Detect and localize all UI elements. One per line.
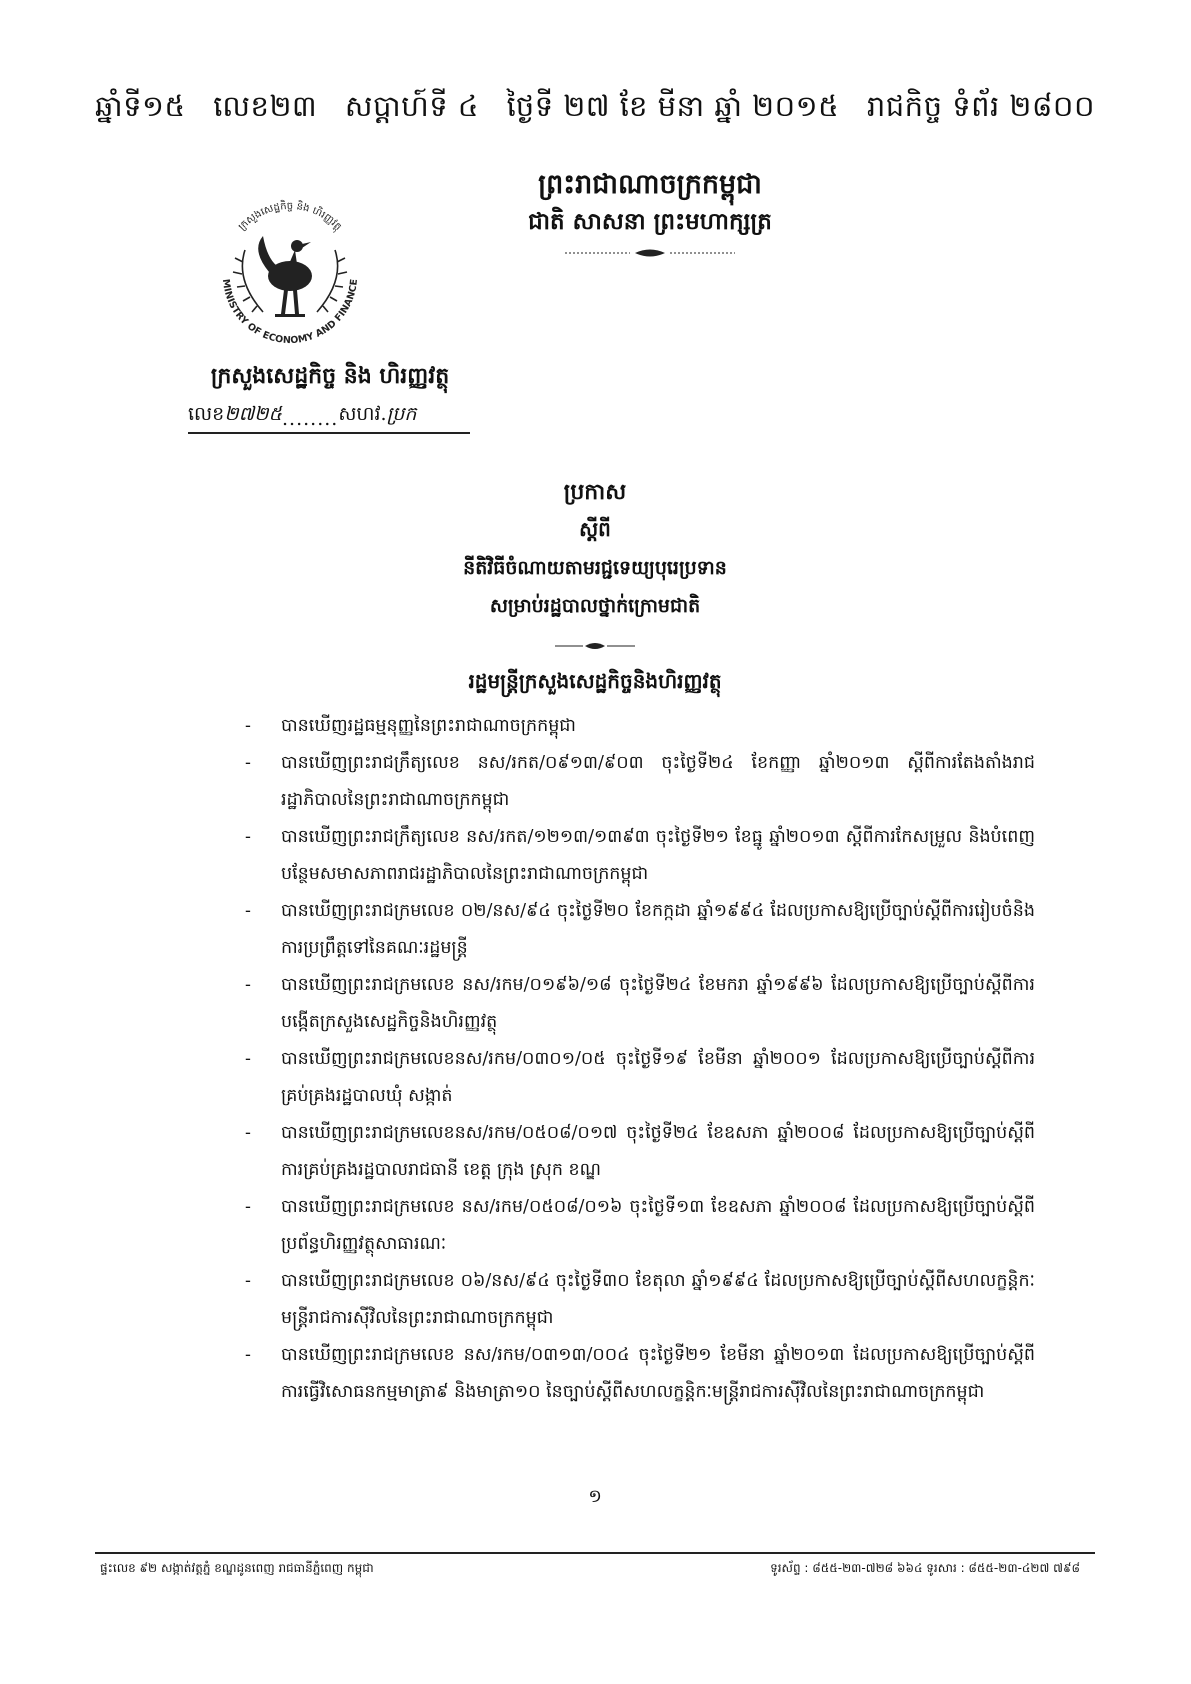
recital-item	[245, 1041, 1035, 1115]
recital-dash: -	[245, 975, 251, 995]
recital-text: បានឃើញព្រះរាជក្រមលេខ ០២/នស/៩៤ ចុះថ្ងៃទី២០ ខែកក្កដា ឆ្នាំ១៩៩៤ ដែលប្រកាសឱ្យប្រើច្បាប់ស្តីពីការរៀបចំនិងការប្រព្រឹត្តទៅនៃគណៈរដ្ឋមន្ត្រី	[281, 901, 1035, 958]
recital-dash: -	[245, 1049, 251, 1069]
emblem-ring-english: MINISTRY OF ECONOMY AND FINANCE	[219, 278, 360, 347]
recital-text: បានឃើញព្រះរាជក្រមលេខ នស/រកម/០៥០៨/០១៦ ចុះថ្ងៃទី១៣ ខែឧសភា ឆ្នាំ២០០៨ ដែលប្រកាសឱ្យប្រើច្បាប់ស្តីពីប្រព័ន្ធហិរញ្ញវត្ថុសាធារណៈ	[281, 1197, 1035, 1254]
ref-prefix: លេខ	[188, 403, 225, 425]
recitals-list	[245, 708, 1035, 1411]
recital-dash: -	[245, 716, 251, 736]
recital-text: បានឃើញព្រះរាជក្រឹត្យលេខ នស/រកត/០៩១៣/៩០៣ ចុះថ្ងៃទី២៤ ខែកញ្ញា ឆ្នាំ២០១៣ ស្តីពីការតែងតាំងរាជរដ្ឋាភិបាលនៃព្រះរាជាណាចក្រកម្ពុជា	[281, 753, 1035, 810]
recital-item	[245, 1337, 1035, 1411]
svg-text:ក្រសួងសេដ្ឋកិច្ច និង ហិរញ្ញវត្	[237, 199, 344, 234]
recital-dash: -	[245, 1271, 251, 1291]
recital-item	[245, 1115, 1035, 1189]
kingdom-name: ព្រះរាជាណាចក្រកម្ពុជា	[538, 169, 762, 200]
recital-dash: -	[245, 1123, 251, 1143]
recital-text: បានឃើញរដ្ឋធម្មនុញ្ញនៃព្រះរាជាណាចក្រកម្ពុជា	[281, 716, 576, 736]
reference-underline	[188, 432, 470, 434]
recital-text: បានឃើញព្រះរាជក្រមលេខនស/រកម/០៣០១/០៥ ចុះថ្ងៃទី១៩ ខែមីនា ឆ្នាំ២០០១ ដែលប្រកាសឱ្យប្រើច្បាប់ស្តីពីការគ្រប់គ្រងរដ្ឋបាលឃុំ សង្កាត់	[281, 1049, 1035, 1106]
gazette-page: រាជកិច្ច ទំព័រ ២៨០០	[866, 89, 1095, 123]
ministry-emblem-icon	[205, 180, 375, 360]
issuing-authority: រដ្ឋមន្ត្រីក្រសួងសេដ្ឋកិច្ចនិងហិរញ្ញវត្ថុ	[468, 669, 722, 693]
gazette-issue: លេខ២៣	[213, 89, 318, 123]
recital-text: បានឃើញព្រះរាជក្រឹត្យលេខ នស/រកត/១២១៣/១៣៩៣ ចុះថ្ងៃទី២១ ខែធ្នូ ឆ្នាំ២០១៣ ស្តីពីការកែសម្រួល និងបំពេញបន្ថែមសមាសភាពរាជរដ្ឋាភិបាលនៃព្រះរាជាណាចក្រកម្ពុជា	[281, 827, 1035, 884]
footer-address: ផ្ទះលេខ ៩២ សង្កាត់វត្តភ្នំ ខណ្ឌដូនពេញ រាជធានីភ្នំពេញ កម្ពុជា	[100, 1561, 374, 1575]
recital-item	[245, 1263, 1035, 1337]
recital-dash: -	[245, 1345, 251, 1365]
title-ornament-icon	[555, 640, 635, 652]
gazette-week: សប្តាហ៍ទី ៤	[344, 89, 479, 123]
recital-item	[245, 893, 1035, 967]
recital-item	[245, 745, 1035, 819]
footer-phone: ទូរស័ព្ទ : ៨៥៥-២៣-៧២៨ ៦៦៤ ទូរសារ : ៨៥៥-២៣-៤២៧ ៧៩៨	[770, 1561, 1080, 1575]
ref-suffix: សហវ.	[338, 403, 387, 425]
recital-text: បានឃើញព្រះរាជក្រមលេខនស/រកម/០៥០៨/០១៧ ចុះថ្ងៃទី២៤ ខែឧសភា ឆ្នាំ២០០៨ ដែលប្រកាសឱ្យប្រើច្បាប់ស្តីពីការគ្រប់គ្រងរដ្ឋបាលរាជធានី ខេត្ត ក្រុង ស្រុក ខណ្ឌ	[281, 1123, 1035, 1180]
ref-dots: ........	[282, 408, 339, 430]
ref-number: ២៧២៥	[224, 403, 282, 425]
recital-item	[245, 819, 1035, 893]
ref-code: ប្រក	[386, 403, 417, 425]
national-motto: ជាតិ សាសនា ព្រះមហាក្សត្រ	[528, 208, 772, 235]
recital-dash: -	[245, 753, 251, 773]
document-subject-line-1: នីតិវិធីចំណាយតាមរជ្ជទេយ្យបុរេប្រទាន	[463, 557, 727, 579]
recital-dash: -	[245, 827, 251, 847]
recital-text: បានឃើញព្រះរាជក្រមលេខ នស/រកម/០៣១៣/០០៤ ចុះថ្ងៃទី២១ ខែមីនា ឆ្នាំ២០១៣ ដែលប្រកាសឱ្យប្រើច្បាប់ស្តីពីការធ្វើវិសោធនកម្មមាត្រា៩ និងមាត្រា១០ នៃច្បាប់ស្តីពីសហលក្ខន្តិកៈមន្ត្រីរាជការស៊ីវិលនៃព្រះរាជាណាចក្រកម្ពុជា	[281, 1345, 1035, 1402]
emblem-ring-khmer: ក្រសួងសេដ្ឋកិច្ច និង ហិរញ្ញវត្ថុ	[236, 200, 344, 233]
recital-text: បានឃើញព្រះរាជក្រមលេខ ០៦/នស/៩៤ ចុះថ្ងៃទី៣០ ខែតុលា ឆ្នាំ១៩៩៤ ដែលប្រកាសឱ្យប្រើច្បាប់ស្តីពីសហលក្ខន្តិកៈមន្ត្រីរាជការស៊ីវិលនៃព្រះរាជាណាចក្រកម្ពុជា	[281, 1271, 1035, 1328]
recital-item	[245, 708, 1035, 745]
gazette-date: ថ្ងៃទី ២៧ ខែ មីនា ឆ្នាំ ២០១៥	[506, 89, 840, 123]
recital-dash: -	[245, 901, 251, 921]
reference-number-line	[188, 400, 468, 430]
recital-item	[245, 967, 1035, 1041]
gazette-year: ឆ្នាំទី១៥	[95, 89, 186, 123]
recital-item	[245, 1189, 1035, 1263]
recital-text: បានឃើញព្រះរាជក្រមលេខ នស/រកម/០១៩៦/១៨ ចុះថ្ងៃទី២៤ ខែមករា ឆ្នាំ១៩៩៦ ដែលប្រកាសឱ្យប្រើច្បាប់ស្តីពីការបង្កើតក្រសួងសេដ្ឋកិច្ចនិងហិរញ្ញវត្ថុ	[281, 975, 1035, 1032]
page-number: ១	[588, 1486, 602, 1507]
footer-rule	[95, 1552, 1095, 1554]
recital-dash: -	[245, 1197, 251, 1217]
gazette-header	[95, 84, 1095, 136]
ornament-divider-icon	[565, 246, 735, 260]
ministry-name: ក្រសួងសេដ្ឋកិច្ច និង ហិរញ្ញវត្ថុ	[210, 363, 450, 389]
document-type: ប្រកាស	[563, 479, 627, 505]
document-about: ស្តីពី	[579, 517, 611, 541]
emblem-bird-icon	[258, 236, 312, 317]
document-subject-line-2: សម្រាប់រដ្ឋបាលថ្នាក់ក្រោមជាតិ	[489, 595, 701, 617]
